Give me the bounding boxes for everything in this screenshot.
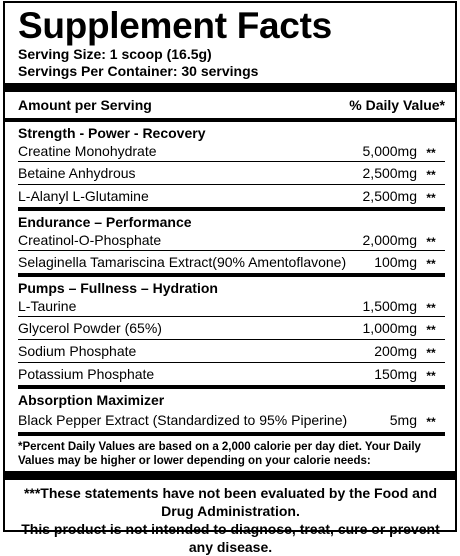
ingredient-amount: 2,500mg — [362, 188, 417, 204]
ingredient-row — [18, 162, 445, 185]
section-title: Endurance – Performance — [18, 214, 192, 230]
ingredient-dv: ** — [426, 146, 436, 160]
section-title: Absorption Maximizer — [18, 392, 165, 408]
disclaimer-line: ***These statements have not been evaluated by the Food and Drug Administration. — [23, 485, 438, 519]
ingredient-name: Sodium Phosphate — [18, 343, 137, 359]
ingredient-amount: 2,500mg — [362, 165, 417, 181]
ingredient-row — [18, 141, 445, 162]
ingredient-row — [18, 251, 445, 277]
ingredient-dv: ** — [426, 346, 436, 360]
ingredient-dv: ** — [426, 301, 436, 315]
ingredient-name: L-Alanyl L-Glutamine — [18, 188, 149, 204]
servings-per-container: Servings Per Container: 30 servings — [18, 63, 259, 79]
ingredient-amount: 5mg — [389, 412, 417, 428]
ingredient-name: Creatinol-O-Phosphate — [18, 232, 162, 248]
ingredient-name: Black Pepper Extract (Standardized to 95% Piperine) — [18, 412, 348, 428]
ingredient-dv: ** — [426, 323, 436, 337]
ingredient-dv: ** — [426, 257, 436, 271]
ingredient-row — [18, 340, 445, 363]
ingredient-name: Potassium Phosphate — [18, 366, 155, 382]
section-title: Strength - Power - Recovery — [18, 125, 206, 141]
ingredient-amount: 200mg — [374, 343, 417, 359]
daily-value-label: % Daily Value* — [349, 97, 445, 113]
ingredient-row — [18, 317, 445, 340]
ingredient-amount: 150mg — [374, 366, 417, 382]
fda-disclaimer — [12, 480, 449, 556]
ingredient-amount: 1,500mg — [362, 298, 417, 314]
ingredient-name: L-Taurine — [18, 298, 77, 314]
ingredient-dv: ** — [426, 235, 436, 249]
section-title: Pumps – Fullness – Hydration — [18, 280, 218, 296]
ingredient-dv: ** — [426, 191, 436, 205]
ingredient-dv: ** — [426, 369, 436, 383]
ingredient-name: Glycerol Powder (65%) — [18, 320, 162, 336]
supplement-facts-panel — [3, 1, 457, 555]
ingredient-row — [18, 363, 445, 389]
thick-divider — [5, 471, 455, 480]
amount-header — [18, 92, 445, 118]
ingredient-amount: 2,000mg — [362, 232, 417, 248]
daily-value-footnote: *Percent Daily Values are based on a 2,000 calorie per day diet. Your Daily Values may be higher or lower depending on your calorie needs: — [18, 441, 421, 467]
ingredient-amount: 1,000mg — [362, 320, 417, 336]
ingredient-row — [18, 230, 445, 251]
ingredient-name: Creatine Monohydrate — [18, 143, 157, 159]
ingredient-amount: 100mg — [374, 254, 417, 270]
panel-title: Supplement Facts — [18, 5, 332, 46]
serving-size: Serving Size: 1 scoop (16.5g) — [18, 46, 212, 62]
ingredient-row — [18, 408, 445, 436]
amount-per-serving-label: Amount per Serving — [18, 97, 152, 113]
disclaimer-line: This product is not intended to diagnose, treat, cure or prevent any disease. — [21, 521, 440, 555]
ingredient-name: Betaine Anhydrous — [18, 165, 136, 181]
ingredient-row — [18, 185, 445, 211]
ingredient-dv: ** — [426, 168, 436, 182]
ingredient-dv: ** — [426, 415, 436, 429]
ingredient-row — [18, 296, 445, 317]
ingredient-amount: 5,000mg — [362, 143, 417, 159]
ingredient-name: Selaginella Tamariscina Extract(90% Amentoflavone) — [18, 254, 347, 270]
thick-divider — [5, 83, 455, 92]
